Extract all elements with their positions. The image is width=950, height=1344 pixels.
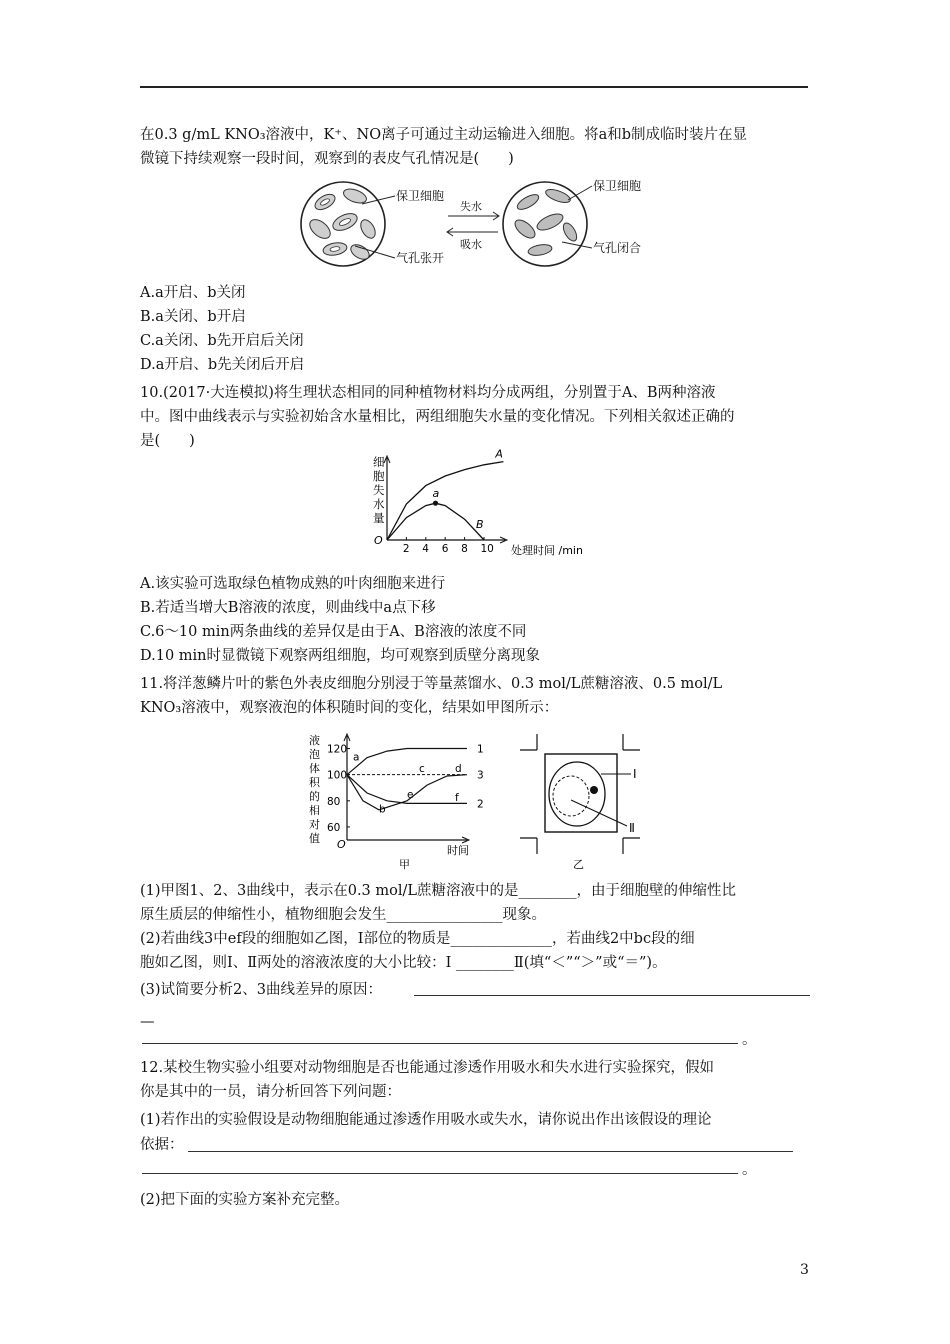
q11-part3-end: 。 bbox=[742, 1032, 757, 1048]
q11-part1-line1: (1)甲图1、2、3曲线中，表示在0.3 mol/L蔗糖溶液中的是________，由于细胞壁的伸缩性比 bbox=[140, 883, 737, 899]
q10-option-a: A.该实验可选取绿色植物成熟的叶肉细胞来进行 bbox=[140, 576, 446, 592]
q11-part3-answer-line bbox=[414, 995, 810, 996]
chart11-ylabel-7: 对 bbox=[309, 818, 320, 831]
q10-option-b: B.若适当增大B溶液的浓度，则曲线中a点下移 bbox=[140, 600, 436, 616]
chart11-ytick-label: 80 bbox=[327, 795, 341, 808]
q12-part2: (2)把下面的实验方案补充完整。 bbox=[140, 1192, 350, 1208]
stomata-closed-label: 气孔闭合 bbox=[593, 241, 642, 255]
chart11-ylabel-4: 积 bbox=[309, 776, 320, 789]
q12-text-line1: 12.某校生物实验小组要对动物细胞是否也能通过渗透作用吸水和失水进行实验探究，假如 bbox=[140, 1060, 715, 1076]
chart11-curve-label-3: 3 bbox=[477, 769, 484, 782]
chart11-point-label-c: c bbox=[419, 763, 425, 776]
q11-part2-line1: (2)若曲线3中ef段的细胞如乙图，Ⅰ部位的物质是______________，若曲线2中bc段的细 bbox=[140, 931, 695, 947]
protoplast bbox=[549, 762, 605, 826]
nucleus bbox=[590, 786, 598, 794]
stomata-open-label: 气孔张开 bbox=[396, 251, 445, 265]
chart10-xtick-label: 4 bbox=[422, 543, 429, 555]
chart10-series-A bbox=[387, 462, 503, 540]
chart10-xtick-label: 8 bbox=[461, 543, 468, 555]
q9-option-d: D.a开启、b先关闭后开启 bbox=[140, 357, 305, 373]
chart11-point-label-b: b bbox=[379, 803, 386, 816]
chart10-ylabel-5: 量 bbox=[373, 511, 385, 525]
chart10-xtick-label: 10 bbox=[480, 543, 494, 555]
label-region-2: Ⅱ bbox=[629, 821, 635, 835]
q10-option-c: C.6～10 min两条曲线的差异仅是由于A、B溶液的浓度不同 bbox=[140, 624, 527, 640]
chart11-point-label-d: d bbox=[455, 763, 462, 776]
chart11-curve-label-1: 1 bbox=[477, 743, 484, 756]
chart10-series-label-B: B bbox=[476, 518, 484, 531]
q10-option-d: D.10 min时显微镜下观察两组细胞，均可观察到质壁分离现象 bbox=[140, 648, 541, 664]
chart10-series-B bbox=[387, 503, 484, 540]
arrow-absorb-water: 吸水 bbox=[460, 238, 482, 251]
chart10-point-a bbox=[433, 501, 438, 506]
chart10-point-a-label: a bbox=[432, 487, 440, 501]
vacuole-volume-chart bbox=[305, 730, 484, 871]
chart11-point-label-f: f bbox=[455, 791, 459, 804]
chart11-ylabel-5: 的 bbox=[309, 790, 320, 803]
chart11-point-label-a: a bbox=[353, 751, 360, 764]
chart10-origin: O bbox=[374, 534, 383, 547]
q11-text-line1: 11.将洋葱鳞片叶的紫色外表皮细胞分别浸于等量蒸馏水、0.3 mol/L蔗糖溶液、0.5 mol/L bbox=[140, 676, 723, 692]
q11-part2-line2: 胞如乙图，则Ⅰ、Ⅱ两处的溶液浓度的大小比较：Ⅰ ________Ⅱ(填“＜”“＞”或“＝”)。 bbox=[140, 955, 667, 971]
water-loss-chart bbox=[365, 447, 625, 562]
guard-cell-label-left: 保卫细胞 bbox=[396, 189, 445, 203]
chart11-ylabel-1: 液 bbox=[309, 734, 320, 747]
q11-part1-line2: 原生质层的伸缩性小，植物细胞会发生________________现象。 bbox=[140, 907, 546, 923]
chart10-ylabel-1: 细 bbox=[373, 455, 385, 469]
q11-text-line2: KNO₃溶液中，观察液泡的体积随时间的变化，结果如甲图所示： bbox=[140, 700, 559, 716]
chart11-xlabel: 时间 bbox=[447, 844, 469, 857]
chart10-ylabel-2: 胞 bbox=[373, 469, 385, 483]
chart11-ytick-label: 100 bbox=[327, 769, 348, 782]
stomata-figure bbox=[300, 174, 690, 278]
chart11-ylabel-8: 值 bbox=[309, 832, 320, 845]
chart10-ylabel-3: 失 bbox=[373, 483, 385, 497]
q12-part1-end: 。 bbox=[742, 1162, 757, 1178]
q10-text-line1: 10.(2017·大连模拟)将生理状态相同的同种植物材料均分成两组，分别置于A、B两种溶液 bbox=[140, 385, 716, 401]
chart11-ylabel-3: 体 bbox=[309, 762, 320, 775]
chart11-ytick-label: 60 bbox=[327, 821, 341, 834]
q11-part3-continuation: — bbox=[140, 1014, 155, 1030]
chart10-series-label-A: A bbox=[495, 447, 503, 461]
chart10-xlabel: 处理时间 /min bbox=[511, 544, 583, 557]
guard-cell-label-right: 保卫细胞 bbox=[593, 179, 642, 193]
q9-option-b: B.a关闭、b开启 bbox=[140, 309, 246, 325]
q12-part1-line2: 依据： bbox=[140, 1137, 184, 1153]
chart10-xtick-label: 2 bbox=[402, 543, 410, 555]
label-region-1: Ⅰ bbox=[633, 767, 637, 781]
chart11-ylabel-6: 相 bbox=[309, 804, 320, 817]
chart11-ytick-label: 120 bbox=[327, 743, 348, 756]
chart11-ylabel-2: 泡 bbox=[309, 748, 320, 761]
q9-option-c: C.a关闭、b先开启后关闭 bbox=[140, 333, 304, 349]
chart11-curve-label-2: 2 bbox=[477, 798, 484, 811]
q10-text-line3: 是( ) bbox=[140, 433, 195, 449]
q9-text-line1: 在0.3 g/mL KNO₃溶液中，K⁺、NO离子可通过主动运输进入细胞。将a和b制成临时装片在显 bbox=[140, 127, 748, 143]
header-rule bbox=[140, 86, 808, 88]
q12-part1-line1: (1)若作出的实验假设是动物细胞能通过渗透作用吸水或失水，请你说出作出该假设的理论 bbox=[140, 1112, 712, 1128]
q12-answer-line-2 bbox=[142, 1173, 738, 1174]
chart11-curve-1 bbox=[347, 749, 467, 775]
q9-option-a: A.a开启、b关闭 bbox=[140, 285, 246, 301]
q12-answer-line-1 bbox=[188, 1151, 793, 1152]
chart11-caption: 甲 bbox=[399, 858, 410, 871]
q11-part3: (3)试简要分析2、3曲线差异的原因： bbox=[140, 982, 382, 998]
chart11-origin: O bbox=[337, 838, 346, 851]
chart10-xtick-label: 6 bbox=[441, 543, 449, 555]
q11-part3-answer-line-2 bbox=[142, 1043, 738, 1044]
q9-text-line2: 微镜下持续观察一段时间，观察到的表皮气孔情况是( ) bbox=[140, 151, 514, 167]
page-number: 3 bbox=[800, 1262, 809, 1278]
q12-text-line2: 你是其中的一员，请分析回答下列问题： bbox=[140, 1084, 401, 1100]
arrow-lose-water: 失水 bbox=[460, 200, 482, 213]
q10-text-line2: 中。图中曲线表示与实验初始含水量相比，两组细胞失水量的变化情况。下列相关叙述正确的 bbox=[140, 409, 735, 425]
plasmolysis-cell-figure bbox=[515, 734, 650, 869]
chart11-point-label-e: e bbox=[407, 789, 414, 802]
cell-figure-caption: 乙 bbox=[573, 858, 584, 871]
chart10-ylabel-4: 水 bbox=[373, 497, 385, 511]
